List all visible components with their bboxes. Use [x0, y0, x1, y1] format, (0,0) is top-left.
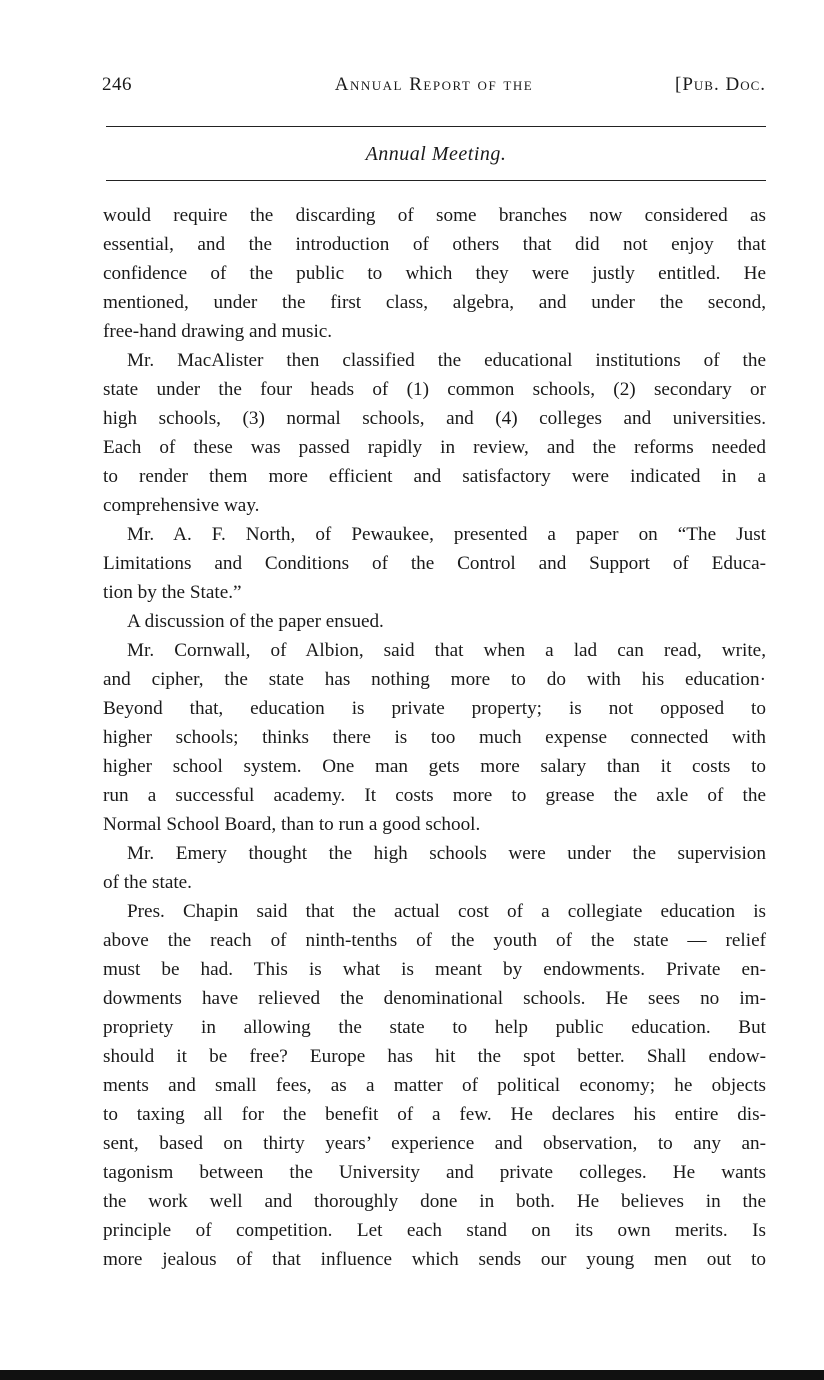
text-line: Mr. Emery thought the high schools were under the supervision — [127, 843, 766, 864]
text-line: Mr. Cornwall, of Albion, said that when a lad can read, write, — [127, 640, 766, 661]
text-line: confidence of the public to which they were justly entitled. He — [103, 263, 766, 284]
header-rule-top — [106, 126, 766, 127]
text-line: tion by the State.” — [103, 582, 242, 603]
running-title: Annual Report of the — [334, 74, 534, 95]
section-title: Annual Meeting. — [365, 143, 507, 165]
text-line: the work well and thoroughly done in both. He believes in the — [103, 1191, 766, 1212]
running-head — [102, 74, 766, 104]
text-line: Limitations and Conditions of the Control and Support of Educa- — [103, 553, 766, 574]
text-line: to taxing all for the benefit of a few. He declares his entire dis- — [103, 1104, 766, 1125]
text-line: Mr. MacAlister then classified the educational institutions of the — [127, 350, 766, 371]
header-rule-bottom — [106, 180, 766, 181]
text-line: Normal School Board, than to run a good school. — [103, 814, 481, 835]
paragraph-chapin — [103, 897, 766, 1274]
text-line: more jealous of that influence which sends our young men out to — [103, 1249, 766, 1270]
text-line: must be had. This is what is meant by endowments. Private en- — [103, 959, 766, 980]
text-line: higher school system. One man gets more salary than it costs to — [103, 756, 766, 777]
text-line: and cipher, the state has nothing more to do with his education· — [103, 669, 766, 690]
text-line: comprehensive way. — [103, 495, 260, 516]
text-line: high schools, (3) normal schools, and (4) colleges and universities. — [103, 408, 766, 429]
paragraph-continuation — [103, 201, 766, 346]
text-line: A discussion of the paper ensued. — [127, 611, 384, 632]
text-line: ments and small fees, as a matter of political economy; he objects — [103, 1075, 766, 1096]
scan-edge-bar — [0, 1370, 824, 1380]
text-line: higher schools; thinks there is too much expense connected with — [103, 727, 766, 748]
text-line: state under the four heads of (1) common schools, (2) secondary or — [103, 379, 766, 400]
text-line: to render them more efficient and satisfactory were indicated in a — [103, 466, 766, 487]
text-line: of the state. — [103, 872, 192, 893]
text-line: essential, and the introduction of others that did not enjoy that — [103, 234, 766, 255]
text-line: sent, based on thirty years’ experience and observation, to any an- — [103, 1133, 766, 1154]
text-line: should it be free? Europe has hit the spot better. Shall endow- — [103, 1046, 766, 1067]
paragraph-discussion — [103, 607, 766, 636]
paragraph-cornwall — [103, 636, 766, 839]
text-line: above the reach of ninth-tenths of the youth of the state — relief — [103, 930, 766, 951]
text-line: Each of these was passed rapidly in review, and the reforms needed — [103, 437, 766, 458]
text-line: run a successful academy. It costs more to grease the axle of the — [103, 785, 766, 806]
paragraph-emery — [103, 839, 766, 897]
text-line: Beyond that, education is private property; is not opposed to — [103, 698, 766, 719]
document-tag: [Pub. Doc. — [675, 74, 766, 95]
text-line: free-hand drawing and music. — [103, 321, 333, 342]
text-line: dowments have relieved the denominational schools. He sees no im- — [103, 988, 766, 1009]
paragraph-macalister — [103, 346, 766, 520]
text-line: principle of competition. Let each stand on its own merits. Is — [103, 1220, 766, 1241]
page-number: 246 — [102, 74, 132, 95]
body-text — [103, 201, 766, 1274]
text-line: mentioned, under the first class, algebra, and under the second, — [103, 292, 766, 313]
text-line: Pres. Chapin said that the actual cost of a collegiate education is — [127, 901, 766, 922]
text-line: would require the discarding of some branches now considered as — [103, 205, 766, 226]
text-line: Mr. A. F. North, of Pewaukee, presented a paper on “The Just — [127, 524, 766, 545]
text-line: propriety in allowing the state to help public education. But — [103, 1017, 766, 1038]
text-line: tagonism between the University and private colleges. He wants — [103, 1162, 766, 1183]
paragraph-north — [103, 520, 766, 607]
